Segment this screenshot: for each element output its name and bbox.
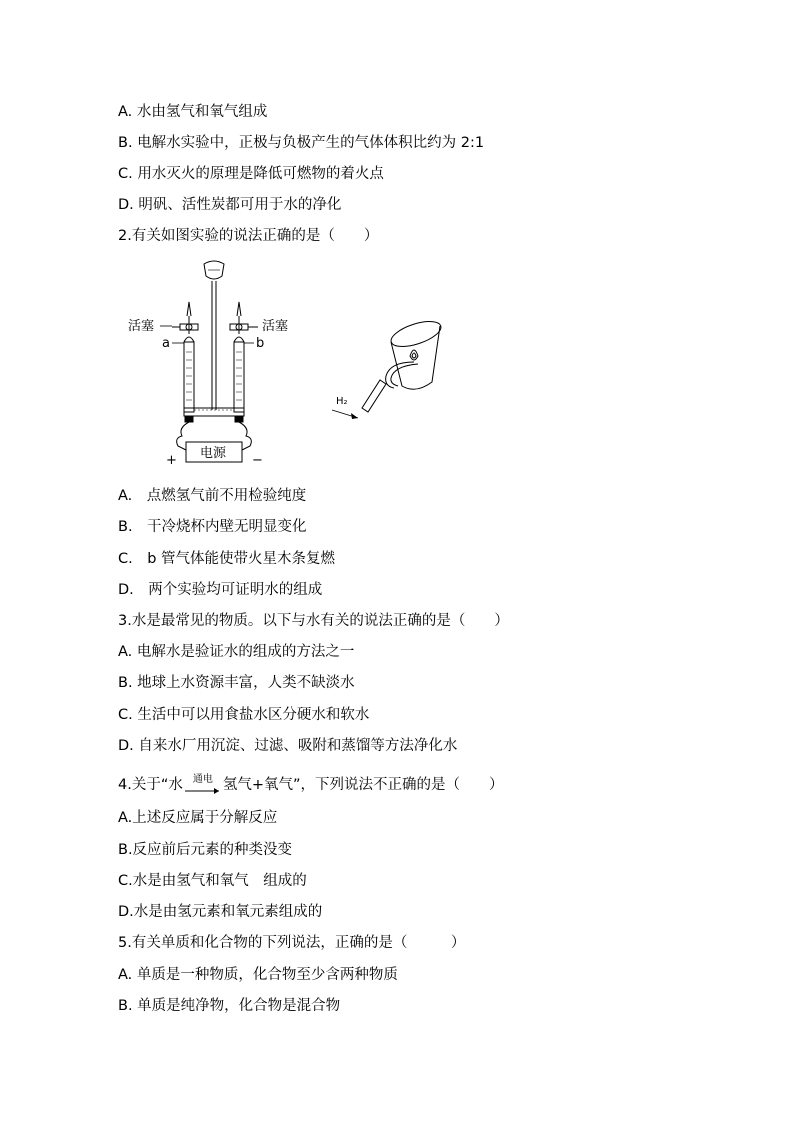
- tube-b-label: b: [256, 336, 265, 351]
- gas-arrow-head: [351, 413, 358, 419]
- experiment-diagram: [118, 252, 478, 474]
- q5-stem: 5.有关单质和化合物的下列说法，正确的是（ ）: [118, 935, 466, 951]
- q4-option-a: A.上述反应属于分解反应: [118, 810, 278, 826]
- q4-option-c: C.水是由氢气和氧气 组成的: [118, 873, 307, 889]
- reaction-arrow: [183, 774, 223, 795]
- q3-option-c: C. 生活中可以用食盐水区分硬水和软水: [118, 707, 370, 723]
- tube-a-label: a: [162, 336, 170, 351]
- q5-option-a: A. 单质是一种物质，化合物至少含两种物质: [118, 967, 398, 983]
- power-label: 电源: [200, 446, 227, 461]
- gas-label: H₂: [336, 396, 348, 407]
- q4-option-d: D.水是由氢元素和氧元素组成的: [118, 904, 323, 920]
- q2-option-b: B. 干冷烧杯内壁无明显变化: [118, 519, 307, 535]
- minus-label: −: [252, 453, 263, 468]
- q4-stem-prefix: 4.关于“水: [118, 777, 183, 793]
- plus-label: +: [166, 453, 177, 468]
- tube-b: [234, 342, 244, 412]
- q1-option-a: A. 水由氢气和氧气组成: [118, 104, 268, 120]
- q3-stem: 3.水是最常见的物质。以下与水有关的说法正确的是（ ）: [118, 613, 509, 629]
- q2-option-d: D. 两个实验均可证明水的组成: [118, 582, 323, 598]
- q4-option-b: B.反应前后元素的种类没变: [118, 842, 293, 858]
- left-valve-label: 活塞: [128, 319, 155, 334]
- beaker-apparatus: [362, 316, 444, 412]
- q1-option-b: B. 电解水实验中，正极与负极产生的气体体积比约为 2:1: [118, 135, 485, 151]
- q3-option-a: A. 电解水是验证水的组成的方法之一: [118, 644, 355, 660]
- arrow-icon: [183, 787, 223, 795]
- right-valve-label: 活塞: [262, 319, 289, 334]
- electrolysis-apparatus: [172, 261, 258, 462]
- q2-option-a: A. 点燃氢气前不用检验纯度: [118, 488, 307, 504]
- q1-option-c: C. 用水灭火的原理是降低可燃物的着火点: [118, 166, 384, 182]
- q2-option-c: C. b 管气体能使带火星木条复燃: [118, 551, 336, 567]
- q2-figure: [118, 252, 478, 474]
- reaction-condition: 通电: [192, 774, 213, 785]
- q3-option-d: D. 自来水厂用沉淀、过滤、吸附和蒸馏等方法净化水: [118, 738, 458, 754]
- q2-stem: 2.有关如图实验的说法正确的是（ ）: [118, 228, 379, 244]
- q1-option-d: D. 明矾、活性炭都可用于水的净化: [118, 197, 342, 213]
- q4-stem-suffix: 氢气+氧气”，下列说法不正确的是（ ）: [222, 777, 504, 793]
- q3-option-b: B. 地球上水资源丰富，人类不缺淡水: [118, 675, 355, 691]
- q5-option-b: B. 单质是纯净物，化合物是混合物: [118, 998, 341, 1014]
- q4-stem: [118, 775, 504, 795]
- tube-a: [184, 342, 194, 412]
